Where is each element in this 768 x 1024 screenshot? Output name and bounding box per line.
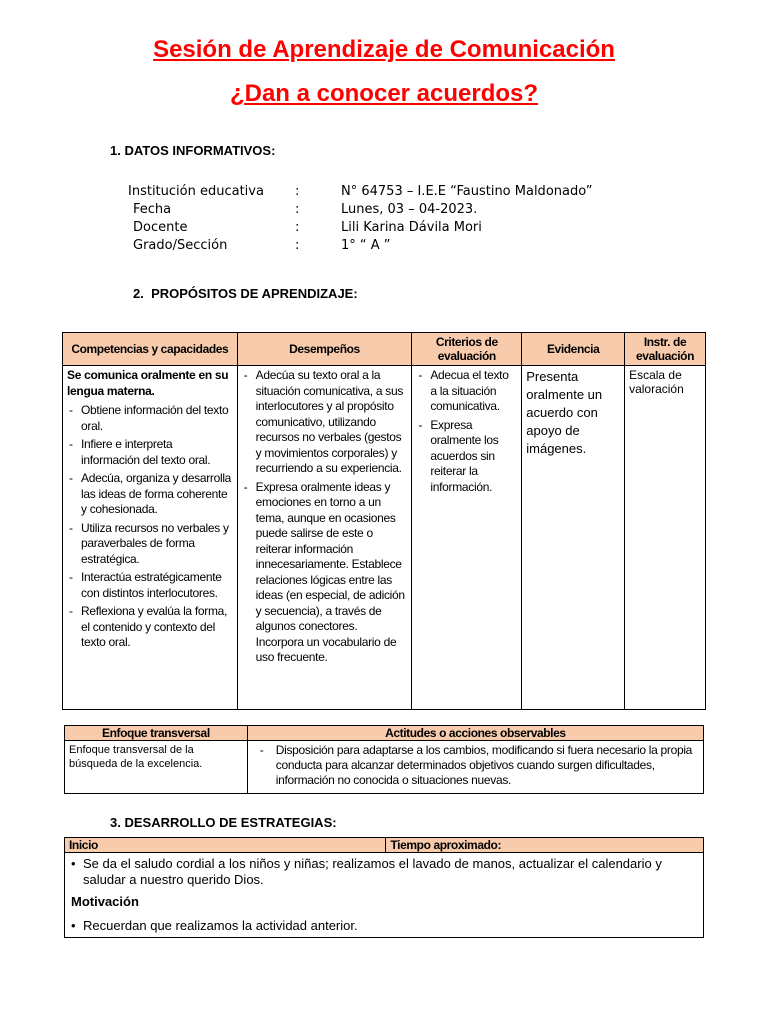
info-sep: : xyxy=(295,184,300,199)
info-row-institution: Institución educativa xyxy=(128,184,264,199)
info-value-institution: N° 64753 – I.E.E “Faustino Maldonado” xyxy=(341,184,593,199)
competences-cell xyxy=(63,366,238,710)
performance-item: - Expresa oralmente ideas y emociones en torno a un tema, aunque en ocasiones puede salirse de este o reiterar información innecesariamente. Establece relaciones lógicas entre las ideas (en especial, de adición y secuencia), a través de algunos conectores. Incorpora un vocabulario de uso frecuente. xyxy=(242,480,408,666)
performance-item: - Adecúa su texto oral a la situación comunicativa, a sus interlocutores y al propósito comunicativo, utilizando recursos no verbales (gestos y movimientos corporales) y recurriendo a su experiencia. xyxy=(242,368,408,477)
purposes-table xyxy=(62,332,706,710)
header-evidence: Evidencia xyxy=(522,333,625,366)
info-sep: : xyxy=(295,220,300,235)
tiempo-label: Tiempo aproximado: xyxy=(386,838,704,853)
header-criteria: Criterios de evaluación xyxy=(412,333,522,366)
header-competences: Competencias y capacidades xyxy=(63,333,238,366)
capacity-item: - Infiere e interpreta información del texto oral. xyxy=(67,437,233,468)
page-title: Sesión de Aprendizaje de Comunicación xyxy=(153,36,615,63)
criteria-cell xyxy=(412,366,522,710)
info-row-grade: Grado/Sección xyxy=(133,238,228,253)
strategy-item: • Recuerdan que realizamos la actividad anterior. xyxy=(69,918,699,934)
competence-title: Se comunica oralmente en su lengua materna. xyxy=(67,368,229,398)
section-2-heading: 2. PROPÓSITOS DE APRENDIZAJE: xyxy=(133,286,358,301)
header-attitudes: Actitudes o acciones observables xyxy=(247,726,703,741)
info-value-grade: 1° “ A ” xyxy=(341,238,391,253)
capacity-item: - Interactúa estratégicamente con distintos interlocutores. xyxy=(67,570,233,601)
instrument-cell: Escala de valoración xyxy=(625,366,706,710)
capacity-item: - Utiliza recursos no verbales y paraverbales de forma estratégica. xyxy=(67,521,233,568)
capacity-item: - Reflexiona y evalúa la forma, el contenido y contexto del texto oral. xyxy=(67,604,233,651)
strategies-body xyxy=(65,853,704,938)
info-row-date: Fecha xyxy=(133,202,172,217)
approach-attitude-cell xyxy=(247,741,703,794)
page-subtitle: ¿Dan a conocer acuerdos? xyxy=(229,80,539,107)
criteria-item: - Adecua el texto a la situación comunicativa. xyxy=(416,368,517,415)
attitude-item: - Disposición para adaptarse a los cambios, modificando si fuera necesario la propia conducta para alcanzar determinados objetivos cuando surgen dificultades, información no conocida o situaciones nuevas. xyxy=(258,743,699,788)
approach-table xyxy=(64,725,704,794)
info-value-date: Lunes, 03 – 04-2023. xyxy=(341,202,478,217)
info-value-teacher: Lili Karina Dávila Mori xyxy=(341,220,482,235)
header-instrument: Instr. de evaluación xyxy=(625,333,706,366)
section-3-heading: 3. DESARROLLO DE ESTRATEGIAS: xyxy=(110,815,337,830)
criteria-item: - Expresa oralmente los acuerdos sin reiterar la información. xyxy=(416,418,517,496)
motivation-title: Motivación xyxy=(71,894,139,909)
evidence-cell: Presenta oralmente un acuerdo con apoyo de imágenes. xyxy=(522,366,625,710)
capacity-item: - Adecúa, organiza y desarrolla las ideas de forma coherente y cohesionada. xyxy=(67,471,233,518)
info-sep: : xyxy=(295,238,300,253)
header-approach: Enfoque transversal xyxy=(65,726,248,741)
header-performances: Desempeños xyxy=(237,333,412,366)
info-sep: : xyxy=(295,202,300,217)
capacity-item: - Obtiene información del texto oral. xyxy=(67,403,233,434)
inicio-label: Inicio xyxy=(65,838,386,853)
strategies-table xyxy=(64,837,704,938)
strategy-item: • Se da el saludo cordial a los niños y niñas; realizamos el lavado de manos, actualizar el calendario y saludar a nuestro querido Dios. xyxy=(69,856,699,888)
section-1-heading: 1. DATOS INFORMATIVOS: xyxy=(110,143,276,158)
info-row-teacher: Docente xyxy=(133,220,188,235)
approach-name: Enfoque transversal de la búsqueda de la excelencia. xyxy=(65,741,248,794)
performances-cell xyxy=(237,366,412,710)
